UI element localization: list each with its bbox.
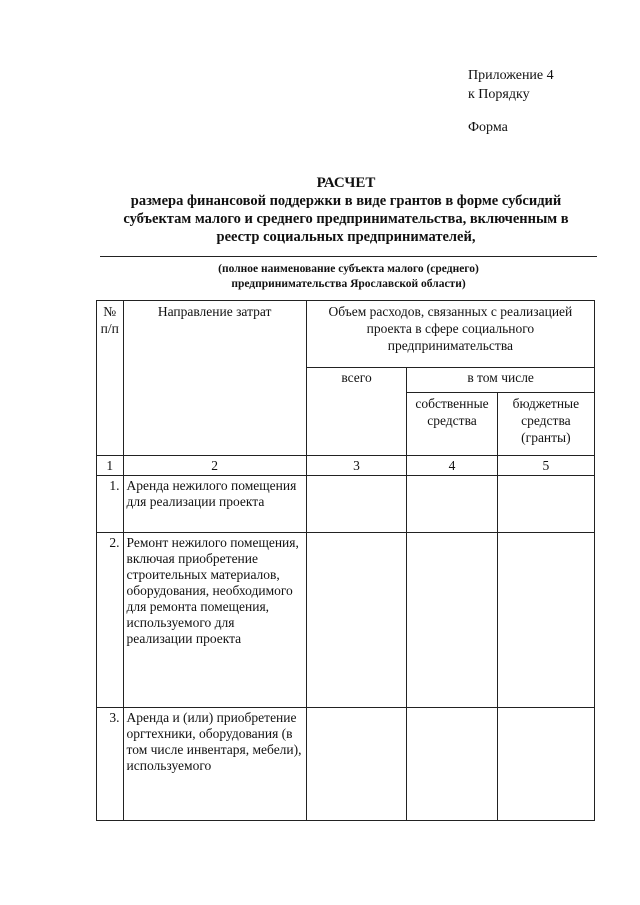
cell-total <box>306 533 406 708</box>
column-index: 2 <box>123 456 306 476</box>
title-line-4: реестр социальных предпринимателей, <box>216 229 476 245</box>
table-row <box>97 533 595 708</box>
title-line-3: субъектам малого и среднего предпринимательства, включенным в <box>123 211 569 227</box>
column-index: 1 <box>97 456 124 476</box>
subject-caption-line-2: предпринимательства Ярославской области) <box>231 278 466 290</box>
row-number: 1. <box>97 476 124 533</box>
cell-own-funds <box>407 533 498 708</box>
appendix-order-ref: к Порядку <box>468 87 530 102</box>
cell-budget-funds <box>497 708 594 821</box>
table-row <box>97 708 595 821</box>
expense-table <box>96 300 595 821</box>
subject-name-line <box>100 256 597 257</box>
row-number: 2. <box>97 533 124 708</box>
cell-total <box>306 708 406 821</box>
row-direction: Аренда нежилого помещения для реализации проекта <box>123 476 306 533</box>
table-row <box>97 476 595 533</box>
column-index: 4 <box>407 456 498 476</box>
header-volume: Объем расходов, связанных с реализацией проекта в сфере социального предпринимательства <box>306 301 594 368</box>
cell-budget-funds <box>497 533 594 708</box>
row-direction: Ремонт нежилого помещения, включая приобретение строительных материалов, оборудования, необходимого для ремонта помещения, используемого для реализации проекта <box>123 533 306 708</box>
header-direction: Направление затрат <box>123 301 306 456</box>
appendix-reference <box>468 66 554 104</box>
form-label: Форма <box>468 120 508 135</box>
row-number: 3. <box>97 708 124 821</box>
cell-own-funds <box>407 708 498 821</box>
subject-name-caption <box>100 262 597 292</box>
column-index: 5 <box>497 456 594 476</box>
subject-caption-line-1: (полное наименование субъекта малого (среднего) <box>218 263 479 275</box>
title-line-2: размера финансовой поддержки в виде грантов в форме субсидий <box>130 193 562 209</box>
cell-own-funds <box>407 476 498 533</box>
header-budget-funds: бюджетные средства (гранты) <box>497 393 594 456</box>
cell-budget-funds <box>497 476 594 533</box>
header-including: в том числе <box>407 368 595 393</box>
document-title <box>96 174 596 246</box>
appendix-number: Приложение 4 <box>468 68 554 83</box>
header-own-funds: собственные средства <box>407 393 498 456</box>
title-line-1: РАСЧЕТ <box>316 175 376 191</box>
column-index: 3 <box>306 456 406 476</box>
row-direction: Аренда и (или) приобретение оргтехники, оборудования (в том числе инвентаря, мебели), используемого <box>123 708 306 821</box>
header-total: всего <box>306 368 406 456</box>
header-num: № п/п <box>97 301 124 456</box>
cell-total <box>306 476 406 533</box>
